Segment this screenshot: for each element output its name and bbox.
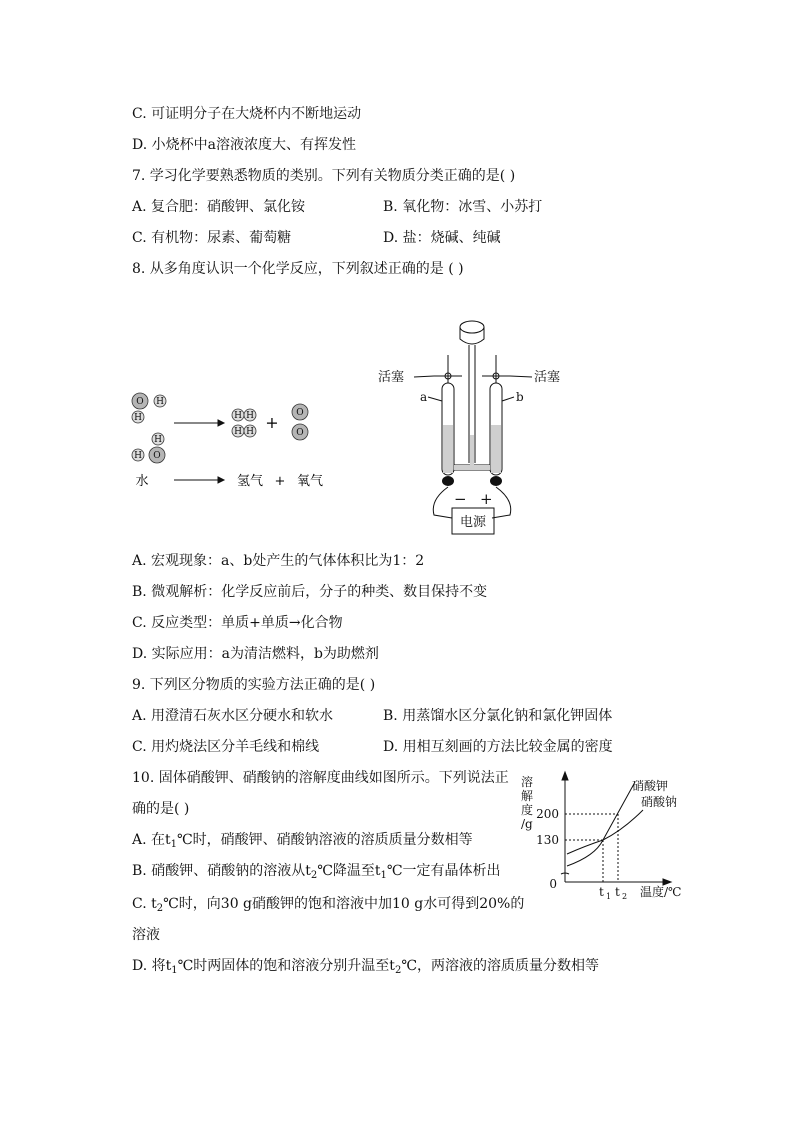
q9-option-d: D. 用相互刻画的方法比较金属的密度: [383, 739, 613, 755]
q7-option-d: D. 盐：烧碱、纯碱: [383, 230, 501, 246]
y-axis-label-char: 溶: [521, 775, 534, 789]
subscript: 2: [310, 870, 318, 881]
leader-line: [428, 397, 442, 401]
q8-option-c: C. 反应类型：单质+单质→化合物: [132, 615, 343, 631]
reservoir-bulb: [460, 327, 484, 344]
subscript: 1: [380, 870, 387, 881]
series-label-kno3: 硝酸钾: [632, 779, 669, 793]
q10-option-d-text: ℃时两固体的饱和溶液分别升温至t: [177, 958, 395, 974]
q10-option-a: [132, 830, 473, 855]
y-tick-200: 200: [536, 807, 559, 821]
q9-stem: 9. 下列区分物质的实验方法正确的是( ): [132, 677, 376, 693]
atom-label-h: H: [134, 451, 142, 461]
series-line-nano3: [567, 810, 643, 854]
atom-label-o: O: [136, 397, 144, 407]
series-label-nano3: 硝酸钠: [641, 795, 678, 809]
water-level-b: [491, 425, 501, 473]
atom-label-h: H: [246, 411, 254, 421]
atom-label-o: O: [153, 451, 161, 461]
label-oxygen: 氧气: [296, 474, 324, 489]
q10-option-c: [132, 894, 524, 919]
subscript: 2: [156, 903, 164, 914]
atom-label-h: H: [154, 435, 162, 445]
x-tick-t2: t: [615, 885, 620, 899]
q10-option-c-text: ℃时，向30 g硝酸钾的饱和溶液中加10 g水可得到20%的: [163, 896, 525, 912]
electrode-a: [442, 476, 454, 486]
q9-option-c: C. 用灼烧法区分羊毛线和棉线: [132, 739, 320, 755]
subscript: 2: [394, 965, 402, 976]
q8-option-b: B. 微观解析：化学反应前后，分子的种类、数目保持不变: [132, 584, 488, 600]
x-tick-t1: t: [599, 885, 604, 899]
leader-line: [510, 376, 532, 377]
label-minus: −: [454, 490, 467, 508]
q10-option-b-text: ℃降温至t: [317, 863, 381, 879]
label-power: 电源: [459, 515, 487, 530]
water-level-a: [443, 425, 453, 473]
subscript: 1: [171, 965, 178, 976]
subscript: 1: [170, 839, 178, 850]
q7-stem: 7. 学习化学要熟悉物质的类别。下列有关物质分类正确的是( ): [132, 168, 516, 184]
electrolysis-apparatus-figure: [372, 315, 572, 540]
q9-option-b: B. 用蒸馏水区分氯化钠和氯化钾固体: [383, 708, 613, 724]
x-axis-label: 温度/℃: [640, 885, 682, 899]
plus-sign: +: [265, 413, 279, 432]
origin-label: 0: [549, 877, 557, 891]
q10-option-a-text: ℃时，硝酸钾、硝酸钠溶液的溶质质量分数相等: [177, 832, 473, 848]
y-axis-arrow-icon: [562, 772, 568, 780]
water-connector: [454, 465, 490, 470]
q10-stem-line2: 确的是( ): [132, 801, 190, 817]
x-tick-t2-subscript: 2: [622, 892, 628, 901]
atom-label-h: H: [234, 411, 242, 421]
q8-option-d: D. 实际应用：a为清洁燃料，b为助燃剂: [132, 646, 379, 662]
solubility-chart: [515, 768, 700, 908]
q10-option-b-text: B. 硝酸钾、硝酸钠的溶液从t: [132, 863, 311, 879]
atom-label-o: O: [296, 408, 304, 418]
water-level-center: [470, 435, 474, 465]
q9-option-a: A. 用澄清石灰水区分硬水和软水: [132, 708, 334, 724]
reservoir-top: [460, 321, 484, 333]
atom-label-o: O: [296, 428, 304, 438]
y-axis-label-char: 度: [521, 803, 534, 817]
atom-label-h: H: [246, 427, 254, 437]
y-axis-label-char: 解: [521, 789, 534, 803]
y-axis-label-char: /g: [521, 817, 533, 831]
q10-stem-line1: 10. 固体硝酸钾、硝酸钠的溶解度曲线如图所示。下列说法正: [132, 770, 509, 786]
wire-right: [492, 487, 511, 518]
series-line-kno3: [567, 782, 635, 866]
label-plus: +: [480, 490, 493, 508]
atom-label-h: H: [156, 397, 164, 407]
q7-option-b: B. 氧化物：冰雪、小苏打: [383, 199, 543, 215]
q10-option-c-text: C. t: [132, 896, 157, 912]
label-valve-right: 活塞: [534, 370, 561, 385]
arrow-head-icon: [218, 477, 224, 483]
q6-option-c: C. 可证明分子在大烧杯内不断地运动: [132, 106, 362, 122]
q7-option-c: C. 有机物：尿素、葡萄糖: [132, 230, 292, 246]
arrow-head-icon: [218, 420, 224, 426]
leader-line: [502, 397, 514, 401]
q8-stem: 8. 从多角度认识一个化学反应，下列叙述正确的是 ( ): [132, 261, 464, 277]
q10-option-b-text: ℃一定有晶体析出: [386, 863, 501, 879]
label-valve-left: 活塞: [378, 370, 405, 385]
label-tube-b: b: [516, 390, 524, 404]
x-tick-t1-subscript: 1: [606, 892, 612, 901]
q7-option-a: A. 复合肥：硝酸钾、氯化铵: [132, 199, 306, 215]
label-water: 水: [135, 474, 149, 489]
plus-sign-text: +: [274, 474, 286, 489]
electrode-b: [490, 476, 502, 486]
wire-left: [433, 487, 452, 518]
q10-option-d: [132, 956, 599, 981]
q10-option-d-text: ℃，两溶液的溶质质量分数相等: [401, 958, 599, 974]
label-hydrogen: 氢气: [236, 474, 264, 489]
y-tick-130: 130: [536, 833, 559, 847]
water-decomposition-model-figure: [120, 385, 335, 495]
q10-option-a-text: A. 在t: [132, 832, 171, 848]
q8-option-a: A. 宏观现象：a、b处产生的气体体积比为1：2: [132, 553, 425, 569]
q10-option-c-line2: 溶液: [132, 927, 160, 943]
leader-line: [414, 376, 434, 377]
q10-option-b: [132, 861, 501, 886]
label-tube-a: a: [420, 390, 428, 404]
q6-option-d: D. 小烧杯中a溶液浓度大、有挥发性: [132, 137, 356, 153]
q10-option-d-text: D. 将t: [132, 958, 172, 974]
atom-label-h: H: [134, 413, 142, 423]
atom-label-h: H: [234, 427, 242, 437]
